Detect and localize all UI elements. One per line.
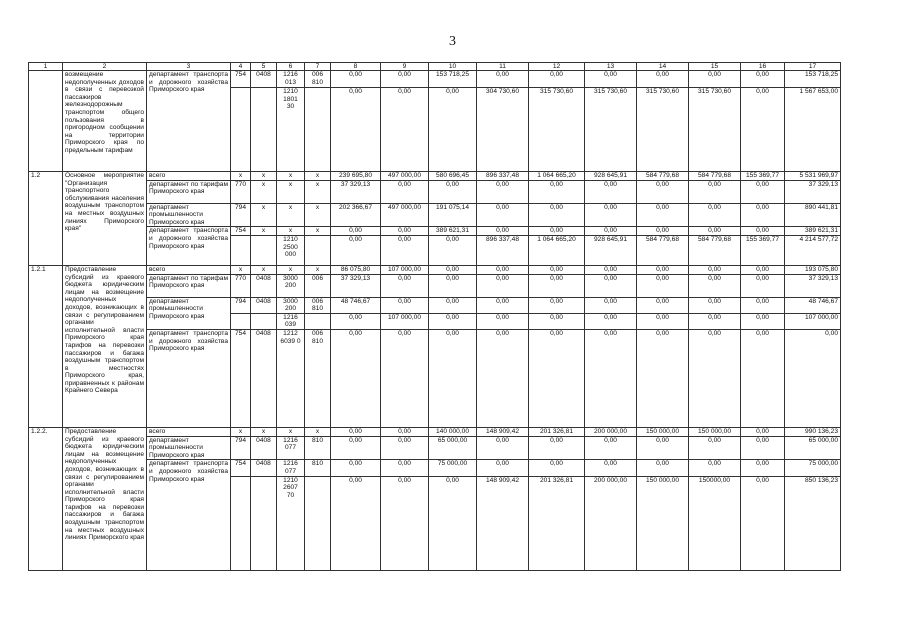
- value-cell: 0,00: [529, 329, 585, 427]
- value-cell: 389 621,31: [785, 227, 841, 236]
- value-cell: 0,00: [331, 235, 381, 265]
- header-cell: 4: [231, 63, 251, 71]
- value-cell: 0,00: [529, 227, 585, 236]
- table-row: [29, 329, 841, 427]
- value-cell: 0,00: [741, 476, 785, 570]
- value-cell: 5 531 969,97: [785, 172, 841, 181]
- code-cell: 1210 2607 70: [277, 476, 305, 570]
- value-cell: 990 136,23: [785, 427, 841, 436]
- code-cell: 0408: [251, 460, 277, 476]
- value-cell: 0,00: [381, 460, 429, 476]
- value-cell: 497 000,00: [381, 203, 429, 227]
- code-cell: [231, 88, 251, 172]
- admin-cell: департамент промышленности Приморского края: [147, 436, 231, 460]
- code-cell: [305, 313, 331, 329]
- code-cell: x: [231, 172, 251, 181]
- value-cell: 584 779,68: [637, 172, 689, 181]
- value-cell: 0,00: [689, 180, 741, 203]
- value-cell: 0,00: [529, 297, 585, 313]
- code-cell: 1212 6039 0: [277, 329, 305, 427]
- table-row: [29, 436, 841, 460]
- code-cell: 794: [231, 203, 251, 227]
- admin-cell: департамент транспорта и дорожного хозяйства Приморского края: [147, 460, 231, 570]
- table-row: [29, 460, 841, 476]
- value-cell: 0,00: [477, 274, 529, 297]
- table-row: [29, 274, 841, 297]
- value-cell: 0,00: [381, 180, 429, 203]
- admin-cell: всего: [147, 265, 231, 274]
- value-cell: 0,00: [429, 235, 477, 265]
- value-cell: 584 779,68: [689, 172, 741, 181]
- value-cell: 0,00: [637, 297, 689, 313]
- value-cell: 0,00: [381, 427, 429, 436]
- table-row: [29, 265, 841, 274]
- table-row: [29, 172, 841, 181]
- value-cell: 0,00: [331, 329, 381, 427]
- header-cell: 8: [331, 63, 381, 71]
- code-cell: 0408: [251, 274, 277, 297]
- header-cell: 3: [147, 63, 231, 71]
- code-cell: x: [277, 172, 305, 181]
- value-cell: 0,00: [741, 436, 785, 460]
- value-cell: 0,00: [429, 265, 477, 274]
- header-row: [29, 63, 841, 71]
- value-cell: 0,00: [529, 274, 585, 297]
- value-cell: 0,00: [741, 297, 785, 313]
- value-cell: 0,00: [529, 460, 585, 476]
- header-cell: 7: [305, 63, 331, 71]
- value-cell: 37 329,13: [331, 180, 381, 203]
- code-cell: [305, 88, 331, 172]
- value-cell: 0,00: [529, 71, 585, 88]
- value-cell: 315 730,60: [689, 88, 741, 172]
- value-cell: 0,00: [429, 88, 477, 172]
- value-cell: 0,00: [785, 329, 841, 427]
- code-cell: 1210 1801 30: [277, 88, 305, 172]
- value-cell: 75 000,00: [785, 460, 841, 476]
- code-cell: 754: [231, 227, 251, 236]
- code-cell: x: [277, 427, 305, 436]
- code-cell: 754: [231, 71, 251, 88]
- value-cell: 0,00: [381, 274, 429, 297]
- value-cell: 0,00: [529, 265, 585, 274]
- header-cell: 2: [63, 63, 147, 71]
- value-cell: 86 075,80: [331, 265, 381, 274]
- header-cell: 17: [785, 63, 841, 71]
- value-cell: 148 909,42: [477, 427, 529, 436]
- code-cell: 810: [305, 436, 331, 460]
- value-cell: 65 000,00: [785, 436, 841, 460]
- value-cell: 48 746,67: [331, 297, 381, 313]
- admin-cell: департамент по тарифам Приморского края: [147, 180, 231, 203]
- value-cell: 200 000,00: [585, 427, 637, 436]
- value-cell: 304 730,60: [477, 88, 529, 172]
- value-cell: 1 064 665,20: [529, 172, 585, 181]
- value-cell: 202 366,67: [331, 203, 381, 227]
- table-row: [29, 180, 841, 203]
- code-cell: 3000 200: [277, 274, 305, 297]
- value-cell: 0,00: [477, 460, 529, 476]
- header-cell: 9: [381, 63, 429, 71]
- value-cell: 0,00: [585, 203, 637, 227]
- code-cell: [251, 88, 277, 172]
- value-cell: 0,00: [529, 436, 585, 460]
- code-cell: 770: [231, 274, 251, 297]
- value-cell: 37 329,13: [785, 274, 841, 297]
- table-row: [29, 203, 841, 227]
- admin-cell: департамент транспорта и дорожного хозяйства Приморского края: [147, 227, 231, 266]
- row-number: [29, 71, 63, 172]
- value-cell: 0,00: [741, 265, 785, 274]
- value-cell: 65 000,00: [429, 436, 477, 460]
- admin-cell: департамент промышленности Приморского края: [147, 297, 231, 329]
- header-cell: 6: [277, 63, 305, 71]
- value-cell: 0,00: [429, 329, 477, 427]
- code-cell: 006: [305, 274, 331, 297]
- value-cell: 0,00: [477, 180, 529, 203]
- value-cell: 315 730,60: [529, 88, 585, 172]
- code-cell: 1216 013: [277, 71, 305, 88]
- value-cell: 0,00: [381, 227, 429, 236]
- code-cell: x: [277, 180, 305, 203]
- value-cell: 107 000,00: [381, 265, 429, 274]
- value-cell: 0,00: [529, 203, 585, 227]
- value-cell: 0,00: [689, 227, 741, 236]
- value-cell: 140 000,00: [429, 427, 477, 436]
- value-cell: 0,00: [741, 329, 785, 427]
- header-cell: 14: [637, 63, 689, 71]
- value-cell: 0,00: [331, 313, 381, 329]
- value-cell: 155 369,77: [741, 172, 785, 181]
- value-cell: 0,00: [381, 88, 429, 172]
- value-cell: 850 136,23: [785, 476, 841, 570]
- value-cell: 0,00: [381, 71, 429, 88]
- value-cell: 0,00: [741, 227, 785, 236]
- value-cell: 0,00: [637, 203, 689, 227]
- code-cell: 810: [305, 460, 331, 476]
- page-number: 3: [449, 34, 456, 49]
- value-cell: 0,00: [477, 203, 529, 227]
- value-cell: 150000,00: [689, 476, 741, 570]
- value-cell: 0,00: [585, 297, 637, 313]
- code-cell: 754: [231, 460, 251, 476]
- value-cell: 0,00: [637, 180, 689, 203]
- value-cell: 0,00: [477, 227, 529, 236]
- value-cell: 0,00: [689, 71, 741, 88]
- value-cell: 0,00: [689, 460, 741, 476]
- code-cell: 0408: [251, 71, 277, 88]
- value-cell: 4 214 577,72: [785, 235, 841, 265]
- value-cell: 890 441,81: [785, 203, 841, 227]
- value-cell: 584 779,68: [689, 235, 741, 265]
- value-cell: 0,00: [637, 227, 689, 236]
- admin-cell: департамент промышленности Приморского края: [147, 203, 231, 227]
- code-cell: [251, 476, 277, 570]
- value-cell: 1 064 665,20: [529, 235, 585, 265]
- code-cell: 0408: [251, 436, 277, 460]
- value-cell: 193 075,80: [785, 265, 841, 274]
- code-cell: 006 810: [305, 71, 331, 88]
- code-cell: x: [251, 180, 277, 203]
- header-cell: 10: [429, 63, 477, 71]
- code-cell: [231, 235, 251, 265]
- value-cell: 0,00: [689, 329, 741, 427]
- code-cell: x: [305, 265, 331, 274]
- value-cell: 0,00: [689, 436, 741, 460]
- value-cell: 0,00: [429, 180, 477, 203]
- value-cell: 148 909,42: [477, 476, 529, 570]
- value-cell: 0,00: [689, 297, 741, 313]
- row-description: Предоставление субсидий из краевого бюджета юридическим лицам на возмещение недополученных доходов, возникающих в связи с регулированием органами исполнительной власти Приморского края тарифов на перевозки пассажиров и багажа воздушным транспортом на местных воздушных линиях Приморского края: [63, 427, 147, 570]
- value-cell: 0,00: [331, 71, 381, 88]
- row-description: возмещение недополученных доходов в связи с перевозкой пассажиров железнодорожным транспортом общего пользования в пригородном сообщении на территории Приморского края по предельным тарифам: [63, 71, 147, 172]
- value-cell: 0,00: [741, 203, 785, 227]
- value-cell: 0,00: [637, 274, 689, 297]
- code-cell: x: [251, 427, 277, 436]
- admin-cell: департамент транспорта и дорожного хозяйства Приморского края: [147, 71, 231, 172]
- table-row: [29, 297, 841, 313]
- value-cell: 37 329,13: [331, 274, 381, 297]
- code-cell: [231, 476, 251, 570]
- header-cell: 5: [251, 63, 277, 71]
- code-cell: x: [277, 203, 305, 227]
- code-cell: x: [251, 227, 277, 236]
- value-cell: 239 695,80: [331, 172, 381, 181]
- table-row: [29, 71, 841, 88]
- value-cell: 48 746,67: [785, 297, 841, 313]
- value-cell: 0,00: [585, 180, 637, 203]
- code-cell: 1210 2500 000: [277, 235, 305, 265]
- value-cell: 0,00: [381, 235, 429, 265]
- value-cell: 0,00: [529, 180, 585, 203]
- value-cell: 107 000,00: [785, 313, 841, 329]
- value-cell: 315 730,60: [637, 88, 689, 172]
- code-cell: 006 810: [305, 329, 331, 427]
- code-cell: [231, 313, 251, 329]
- value-cell: 0,00: [477, 329, 529, 427]
- value-cell: 315 730,60: [585, 88, 637, 172]
- value-cell: 1 567 653,00: [785, 88, 841, 172]
- value-cell: 0,00: [741, 88, 785, 172]
- code-cell: x: [305, 180, 331, 203]
- code-cell: [305, 476, 331, 570]
- admin-cell: департамент по тарифам Приморского края: [147, 274, 231, 297]
- value-cell: 150 000,00: [637, 427, 689, 436]
- value-cell: 0,00: [585, 313, 637, 329]
- code-cell: x: [305, 203, 331, 227]
- value-cell: 0,00: [477, 436, 529, 460]
- code-cell: [251, 313, 277, 329]
- value-cell: 0,00: [477, 71, 529, 88]
- value-cell: 0,00: [477, 313, 529, 329]
- value-cell: 0,00: [429, 476, 477, 570]
- value-cell: 0,00: [585, 329, 637, 427]
- header-cell: 15: [689, 63, 741, 71]
- value-cell: 0,00: [585, 460, 637, 476]
- header-cell: 12: [529, 63, 585, 71]
- code-cell: 1216 077: [277, 436, 305, 460]
- row-number: 1.2: [29, 172, 63, 266]
- value-cell: 0,00: [331, 427, 381, 436]
- code-cell: 794: [231, 436, 251, 460]
- value-cell: 0,00: [741, 460, 785, 476]
- admin-cell: всего: [147, 172, 231, 181]
- value-cell: 0,00: [689, 265, 741, 274]
- value-cell: 896 337,48: [477, 172, 529, 181]
- code-cell: 3000 200: [277, 297, 305, 313]
- value-cell: 0,00: [477, 265, 529, 274]
- value-cell: 584 779,68: [637, 235, 689, 265]
- value-cell: 75 000,00: [429, 460, 477, 476]
- admin-cell: департамент транспорта и дорожного хозяйства Приморского края: [147, 329, 231, 427]
- value-cell: 0,00: [637, 436, 689, 460]
- row-description: Основное мероприятие "Организация транспортного обслуживания населения воздушным транспортом на местных воздушных линиях Приморского края": [63, 172, 147, 266]
- value-cell: 107 000,00: [381, 313, 429, 329]
- value-cell: 0,00: [689, 203, 741, 227]
- header-cell: 16: [741, 63, 785, 71]
- value-cell: 0,00: [429, 274, 477, 297]
- code-cell: 006 810: [305, 297, 331, 313]
- budget-table: [28, 62, 841, 571]
- value-cell: 0,00: [381, 297, 429, 313]
- value-cell: 0,00: [381, 476, 429, 570]
- value-cell: 0,00: [637, 71, 689, 88]
- value-cell: 896 337,48: [477, 235, 529, 265]
- value-cell: 0,00: [477, 297, 529, 313]
- value-cell: 191 075,14: [429, 203, 477, 227]
- code-cell: x: [251, 203, 277, 227]
- value-cell: 0,00: [585, 274, 637, 297]
- value-cell: 37 329,13: [785, 180, 841, 203]
- code-cell: 1216 039: [277, 313, 305, 329]
- row-number: 1.2.1: [29, 265, 63, 427]
- value-cell: 0,00: [529, 313, 585, 329]
- value-cell: 201 326,81: [529, 427, 585, 436]
- value-cell: 0,00: [637, 265, 689, 274]
- table-row: [29, 227, 841, 236]
- table-row: [29, 427, 841, 436]
- row-number: 1.2.2.: [29, 427, 63, 570]
- value-cell: 0,00: [585, 436, 637, 460]
- value-cell: 0,00: [637, 313, 689, 329]
- value-cell: 0,00: [381, 329, 429, 427]
- value-cell: 201 326,81: [529, 476, 585, 570]
- value-cell: 0,00: [331, 460, 381, 476]
- code-cell: 1216 077: [277, 460, 305, 476]
- value-cell: 0,00: [331, 476, 381, 570]
- value-cell: 389 621,31: [429, 227, 477, 236]
- header-cell: 13: [585, 63, 637, 71]
- value-cell: 0,00: [741, 180, 785, 203]
- value-cell: 200 000,00: [585, 476, 637, 570]
- value-cell: 0,00: [741, 427, 785, 436]
- code-cell: 770: [231, 180, 251, 203]
- value-cell: 0,00: [689, 313, 741, 329]
- value-cell: 0,00: [331, 436, 381, 460]
- code-cell: x: [277, 227, 305, 236]
- value-cell: 153 718,25: [785, 71, 841, 88]
- value-cell: 150 000,00: [637, 476, 689, 570]
- value-cell: 0,00: [381, 436, 429, 460]
- code-cell: 0408: [251, 329, 277, 427]
- code-cell: 754: [231, 329, 251, 427]
- value-cell: 497 000,00: [381, 172, 429, 181]
- value-cell: 0,00: [741, 313, 785, 329]
- code-cell: x: [305, 227, 331, 236]
- code-cell: [251, 235, 277, 265]
- value-cell: 580 696,45: [429, 172, 477, 181]
- value-cell: 0,00: [429, 313, 477, 329]
- value-cell: 0,00: [585, 265, 637, 274]
- code-cell: x: [277, 265, 305, 274]
- value-cell: 0,00: [741, 71, 785, 88]
- value-cell: 0,00: [741, 274, 785, 297]
- value-cell: 0,00: [331, 88, 381, 172]
- code-cell: x: [251, 265, 277, 274]
- value-cell: 0,00: [331, 227, 381, 236]
- value-cell: 928 645,91: [585, 235, 637, 265]
- value-cell: 0,00: [585, 227, 637, 236]
- code-cell: 0408: [251, 297, 277, 313]
- value-cell: 928 645,91: [585, 172, 637, 181]
- value-cell: 150 000,00: [689, 427, 741, 436]
- value-cell: 0,00: [689, 274, 741, 297]
- value-cell: 0,00: [429, 297, 477, 313]
- admin-cell: всего: [147, 427, 231, 436]
- code-cell: [305, 235, 331, 265]
- code-cell: x: [305, 172, 331, 181]
- value-cell: 0,00: [637, 460, 689, 476]
- value-cell: 0,00: [637, 329, 689, 427]
- header-cell: 1: [29, 63, 63, 71]
- code-cell: x: [231, 265, 251, 274]
- code-cell: x: [231, 427, 251, 436]
- value-cell: 153 718,25: [429, 71, 477, 88]
- value-cell: 155 369,77: [741, 235, 785, 265]
- row-description: Предоставление субсидий из краевого бюджета юридическим лицам на возмещение недополученных доходов, возникающих в связи с регулированием органами исполнительной власти Приморского края тарифов на перевозки пассажиров и багажа воздушным транспортом в местностях Приморского края, приравненных к районам Крайнего Севера: [63, 265, 147, 427]
- code-cell: 794: [231, 297, 251, 313]
- header-cell: 11: [477, 63, 529, 71]
- code-cell: x: [251, 172, 277, 181]
- value-cell: 0,00: [585, 71, 637, 88]
- code-cell: x: [305, 427, 331, 436]
